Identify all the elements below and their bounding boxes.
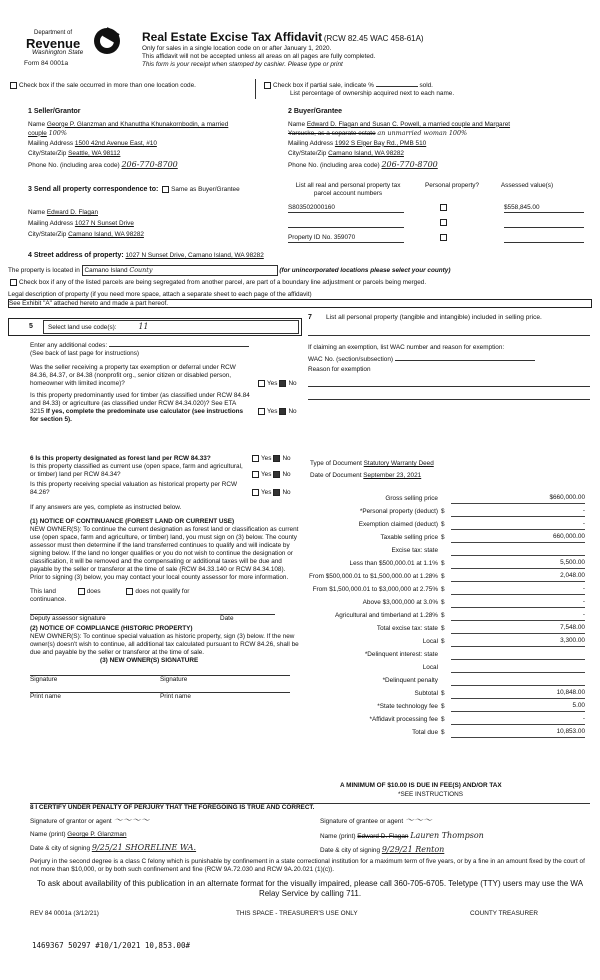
personal-checkbox-1[interactable] — [440, 204, 447, 211]
rev-number: REV 84 0001a (3/12/21) — [30, 910, 99, 917]
legal-desc-field[interactable]: See Exhibit "A" attached hereto and made a part hereof. — [8, 299, 592, 308]
calc-value[interactable]: - — [451, 598, 585, 608]
calc-dollar: $ — [441, 520, 445, 528]
corr-name[interactable]: Edward D. Flagan — [46, 208, 98, 216]
grantor-signature[interactable]: ～～～～ — [113, 816, 150, 826]
calc-value[interactable]: - — [451, 520, 585, 530]
calc-dollar: $ — [441, 728, 445, 736]
calc-row — [300, 570, 585, 583]
header-divider — [255, 79, 256, 99]
corr-address[interactable]: 1027 N Sunset Drive — [74, 219, 134, 227]
calc-label: Gross selling price — [385, 494, 438, 502]
parcel-col-1: List all real and personal property tax parcel account numbers — [295, 182, 401, 197]
seller-name-2[interactable]: couple — [28, 129, 47, 137]
minimum-note: A MINIMUM OF $10.00 IS DUE IN FEE(S) AND/OR TAX — [340, 782, 502, 789]
calc-row — [300, 492, 585, 505]
calc-dollar: $ — [441, 585, 445, 593]
land-use-code[interactable]: 11 — [138, 322, 149, 331]
correspondence-section: 3 Send all property correspondence to: Same as Buyer/Grantee Name Edward D. Flagan Mailing Address 1027 N Sunset Drive City/State/Zip Camano Island, WA 98282 — [28, 186, 240, 238]
note-1: Only for sales in a single location code on or after January 1, 2020. — [142, 45, 332, 52]
personal-checkbox-3[interactable] — [440, 234, 447, 241]
q-historic-answer[interactable]: Yes No — [250, 489, 291, 497]
grantor-date[interactable]: 9/25/21 SHORELINE WA. — [91, 843, 197, 853]
perjury-note: Perjury in the second degree is a class C felony which is punishable by confinement in a state correctional institution for a maximum term of five years, or by a fine in an amount fixed by the court of not more than $10,000, or by both such confinement and fine (RCW 9A.72.030 and RCW 9A.20.021 (1)(c)). — [30, 858, 585, 873]
segregated-check[interactable]: Check box if any of the listed parcels are being segregated from another parcel, are part of a boundary line adjustment or parcels being merged. — [8, 279, 588, 287]
doc-type[interactable]: Statutory Warranty Deed — [363, 460, 434, 467]
buyer-heading: 2 Buyer/Grantee — [288, 108, 343, 115]
calc-row — [300, 700, 585, 713]
calc-dollar: $ — [441, 689, 445, 697]
calc-label: Total excise tax: state — [376, 624, 438, 632]
calc-label: *Delinquent interest: state — [364, 650, 438, 658]
buyer-address[interactable]: 1992 S Elger Bay Rd., PMB 510 — [334, 139, 427, 147]
form-title: Real Estate Excise Tax Affidavit — [142, 30, 323, 44]
calc-value[interactable]: 10,853.00 — [451, 728, 585, 738]
same-as-checkbox[interactable] — [162, 186, 169, 193]
calc-row — [300, 674, 585, 687]
q-timber-answer[interactable]: Yes No — [256, 408, 297, 424]
calc-row — [300, 726, 585, 739]
calc-row — [300, 596, 585, 609]
seller-city[interactable]: Seattle, WA 98112 — [68, 149, 121, 157]
calc-row — [300, 622, 585, 635]
calc-label: Less than $500,000.01 at 1.1% — [349, 559, 438, 567]
calc-value[interactable]: 660,000.00 — [451, 533, 585, 543]
grantor-name[interactable]: George P. Glanzman — [67, 831, 127, 839]
calc-dollar: $ — [441, 611, 445, 619]
receipt-stamp: 1469367 50297 #10/1/2021 10,853.00# — [32, 941, 191, 950]
alt-format-note: To ask about availability of this publication in an alternate format for the visually impaired, please call 360-705-6705. Teletype (TTY) users may use the WA Relay Service by calling 711. — [36, 879, 584, 898]
note-3: This form is your receipt when stamped by cashier. Please type or print — [142, 61, 343, 68]
q-exemption-answer[interactable]: Yes No — [256, 380, 297, 388]
calc-value[interactable]: 5,500.00 — [451, 559, 585, 569]
note-2: This affidavit will not be accepted unless all areas on all pages are fully completed. — [142, 53, 376, 60]
seller-phone[interactable]: 206-770-8700 — [121, 159, 178, 169]
parcel-col-2: Personal property? — [425, 182, 479, 189]
calc-value[interactable]: - — [451, 507, 585, 517]
doc-info: Type of Document Statutory Warranty Deed Date of Document September 23, 2021 — [310, 460, 434, 479]
calc-value[interactable]: 2,048.00 — [451, 572, 585, 582]
assessed-value-1[interactable]: $558,845.00 — [504, 204, 584, 213]
multi-location-check[interactable]: Check box if the sale occurred in more than one location code. — [8, 82, 196, 90]
calc-label: Local — [422, 637, 438, 645]
grantee-name-struck: Edward D. Flagan — [357, 833, 409, 841]
calc-label: Total due — [412, 728, 438, 736]
seller-heading: 1 Seller/Grantor — [28, 108, 81, 115]
buyer-name[interactable]: Edward D. Flagan and Susan C. Powell, a married couple and Margaret — [306, 120, 511, 128]
calc-value[interactable]: 7,548.00 — [451, 624, 585, 634]
calc-row — [300, 557, 585, 570]
calc-dollar: $ — [441, 559, 445, 567]
parcel-table — [288, 182, 588, 243]
street-address[interactable]: 1027 N Sunset Drive, Camano Island, WA 98282 — [125, 252, 264, 259]
grantee-date[interactable]: 9/29/21 Renton — [381, 845, 445, 855]
form-title-ref: (RCW 82.45 WAC 458-61A) — [323, 34, 424, 43]
calc-label: Above $3,000,000 at 3.0% — [362, 598, 438, 606]
calc-label: *State technology fee — [377, 702, 438, 710]
dept-logo — [26, 30, 126, 68]
seller-address[interactable]: 1500 42nd Avenue East, #10 — [74, 139, 157, 147]
q-exemption: Was the seller receiving a property tax exemption or deferral under RCW 84.36, 84.37, or 84.38 (nonprofit org., senior citizen or disabled person, homeowner with limited income)? — [30, 364, 236, 387]
calc-dollar: $ — [441, 572, 445, 580]
calc-value[interactable]: - — [451, 585, 585, 595]
calc-dollar: $ — [441, 598, 445, 606]
calc-row — [300, 505, 585, 518]
calc-row — [300, 583, 585, 596]
calc-row — [300, 713, 585, 726]
buyer-name-struck: Yarcusko, as a separate estate — [288, 129, 376, 137]
calc-value[interactable]: - — [451, 611, 585, 621]
grantee-name[interactable]: Lauren Thompson — [410, 831, 484, 841]
street-section: 4 Street address of property: 1027 N Sunset Drive, Camano Island, WA 98282 — [28, 252, 264, 259]
calc-label: Taxable selling price — [380, 533, 438, 541]
calc-value[interactable]: - — [451, 715, 585, 725]
buyer-section: 2 Buyer/Grantee Name Edward D. Flagan and Susan C. Powell, a married couple and Margaret Yarcusko, as a separate estate an unmarried woman 100% Mailing Address 1992 S Elger Bay Rd., PMB 510 City/State/Zip Camano Island, WA 98282 Phone No. (including area code) 206-770-8700 — [288, 108, 588, 170]
dept-line3: Washington State — [32, 48, 84, 56]
calc-value[interactable] — [451, 650, 585, 660]
seller-name[interactable]: George P. Glanzman and Khanuttha Khunakornbodin, a married — [46, 120, 229, 128]
buyer-phone[interactable]: 206-770-8700 — [381, 159, 438, 169]
sec5-body: Enter any additional codes: (See back of last page for instructions) Was the seller receiving a property tax exemption or deferral under RCW 84.36, 84.37, or 84.38 (nonprofit org., senior citizen or disabled person, homeowner with limited income)? Yes No Is this property predominantly used for timber (as classified under RCW 84.84 and 84.33) or agriculture (as classified under RCW 84.34.020)? See ETA 3215 If yes, complete the predominate use calculator (see instructions for section 5). Yes No — [30, 342, 297, 424]
calc-label: Subtotal — [414, 689, 438, 697]
tax-calc-table — [300, 492, 585, 739]
calc-label: From $1,500,000.01 to $3,000,000 at 2.75% — [312, 585, 438, 593]
parcel-number-1[interactable]: S803502000160 — [288, 204, 404, 213]
q-timber: Is this property predominantly used for timber (as classified under RCW 84.84 and 84.33) or agriculture (as classified under RCW 84.34.020)? See ETA 3215 — [30, 392, 250, 416]
calc-value[interactable]: 5.00 — [451, 702, 585, 712]
doc-date[interactable]: September 23, 2021 — [363, 472, 422, 479]
list-pct-note: List percentage of ownership acquired next to each name. — [290, 90, 455, 97]
calc-row — [300, 648, 585, 661]
calc-row — [300, 661, 585, 674]
checkbox[interactable] — [264, 82, 271, 89]
q-forest-answer[interactable]: Yes No — [250, 455, 291, 463]
calc-label: Exemption claimed (deduct) — [358, 520, 438, 528]
calc-label: *Delinquent penalty — [382, 676, 438, 684]
calc-label: From $500,000.01 to $1,500,000.00 at 1.28% — [309, 572, 438, 580]
parcel-col-3: Assessed value(s) — [500, 182, 554, 189]
location-value[interactable]: Camano Island — [84, 267, 128, 274]
calc-dollar: $ — [441, 507, 445, 515]
form-number: Form 84 0001a — [24, 59, 69, 67]
calc-row — [300, 635, 585, 648]
calc-row — [300, 544, 585, 557]
calc-dollar: $ — [441, 702, 445, 710]
treasurer-space: THIS SPACE - TREASURER'S USE ONLY — [236, 910, 358, 917]
see-instructions: *SEE INSTRUCTIONS — [398, 791, 463, 798]
location-row: The property is located in Camano Island County (for unincorporated locations please select your county) — [8, 266, 451, 274]
calc-dollar: $ — [441, 533, 445, 541]
calc-value[interactable] — [451, 663, 585, 673]
calc-row — [300, 609, 585, 622]
form-title-block — [142, 30, 582, 69]
sec7: 7 List all personal property (tangible and intangible) included in selling price. If claiming an exemption, list WAC number and reason for exemption: WAC No. (section/subsection) Reason for exemption — [308, 314, 590, 400]
seller-pct: 100% — [48, 128, 67, 137]
dor-seal-icon — [94, 28, 120, 54]
calc-dollar: $ — [441, 637, 445, 645]
certify: 8 I CERTIFY UNDER PENALTY OF PERJURY THAT THE FOREGOING IS TRUE AND CORRECT. — [30, 804, 315, 811]
buyer-name-hw: an unmarried woman 100% — [377, 128, 468, 137]
seller-section: 1 Seller/Grantor Name George P. Glanzman and Khanuttha Khunakornbodin, a married couple 100% Mailing Address 1500 42nd Avenue East, #10 City/State/Zip Seattle, WA 98112 Phone No. (including area code) 206-770-8700 — [28, 108, 274, 170]
calc-value[interactable]: 10,848.00 — [451, 689, 585, 699]
personal-checkbox-2[interactable] — [440, 219, 447, 226]
calc-value[interactable]: $660,000.00 — [451, 494, 585, 504]
corr-city[interactable]: Camano Island, WA 98282 — [68, 230, 144, 238]
calc-value[interactable] — [451, 676, 585, 686]
parcel-number-2[interactable]: Property ID No. 359070 — [288, 234, 404, 243]
county-treasurer: COUNTY TREASURER — [470, 910, 538, 917]
calc-label: Local — [422, 663, 438, 671]
checkbox[interactable] — [10, 279, 17, 286]
location-hw: County — [129, 266, 153, 274]
calc-row — [300, 687, 585, 700]
calc-row — [300, 518, 585, 531]
legal-desc-label: Legal description of property (if you need more space, attach a separate sheet to each page of the affidavit) — [8, 291, 312, 298]
sec8: 8 I CERTIFY UNDER PENALTY OF PERJURY THAT THE FOREGOING IS TRUE AND CORRECT. Signature of grantor or agent ～～～～ Name (print) George P. Glanzman Date & city of signing 9/25/21 SHORELINE WA. Signature of grantee or agent ～～～ Name (print) Edward D. Flagan Lauren Thompson Date & city of signing 9/29/21 Renton — [30, 803, 590, 855]
calc-value[interactable]: 3,300.00 — [451, 637, 585, 647]
calc-dollar: $ — [441, 715, 445, 723]
dept-line2: Revenue — [26, 35, 81, 51]
sec6: 6 Is this property designated as forest land per RCW 84.33? Yes No Is this property classified as current use (open space, farm and agricultural, or timber) land per RCW 84.34? Yes No Is this property receiving special valuation as historical property per RCW 84.26? Yes No If any answers are yes, complete as instructed below. (1) NOTICE OF CONTINUANCE (FOREST LAND OR CURRENT USE) NEW OWNER(S): To continue the current designation as forest land or classification as current use (open space, farm and agriculture, or timber) land, you must sign on (3) below. The county assessor must then determine if the land transferred continues to qualify and will indicate by signing below. If the land no longer qualifies or you do not wish to continue the designation or classification, it will be removed and the compensating or additional taxes will be due and payable by the seller or transferor at the time of sale (RCW 84.33.140 or RCW 84.34.108). Prior to signing (3) below, you may contact your local county assessor for more information. This land does does not qualify for continuance. Deputy assessor signature Date (2) NOTICE OF COMPLIANCE (HISTORIC PROPERTY) NEW OWNER(S): To continue special valuation as historic property, sign (3) below. If the new owner(s) doesn't wish to continue, all additional tax calculated pursuant to RCW 84.26, shall be due and payable by the seller or transferor at the time of sale. (3) NEW OWNER(S) SIGNATURE Signature Signature Print name Print name — [30, 455, 299, 700]
buyer-city[interactable]: Camano Island, WA 98282 — [328, 149, 404, 157]
calc-label: *Affidavit processing fee — [369, 715, 438, 723]
grantee-signature[interactable]: ～～～ — [404, 816, 432, 826]
land-use-box: 5 Select land use code(s): 11 — [8, 318, 302, 336]
calc-label: *Personal property (deduct) — [359, 507, 438, 515]
calc-label: Agricultural and timberland at 1.28% — [334, 611, 438, 619]
calc-row — [300, 531, 585, 544]
partial-sale-check[interactable]: Check box if partial sale, indicate % sold. — [262, 82, 433, 90]
dept-line1: Department of — [34, 30, 73, 36]
q-current-use-answer[interactable]: Yes No — [250, 471, 291, 479]
calc-value[interactable] — [451, 546, 585, 556]
calc-dollar: $ — [441, 624, 445, 632]
checkbox[interactable] — [10, 82, 17, 89]
calc-label: Excise tax: state — [391, 546, 438, 554]
